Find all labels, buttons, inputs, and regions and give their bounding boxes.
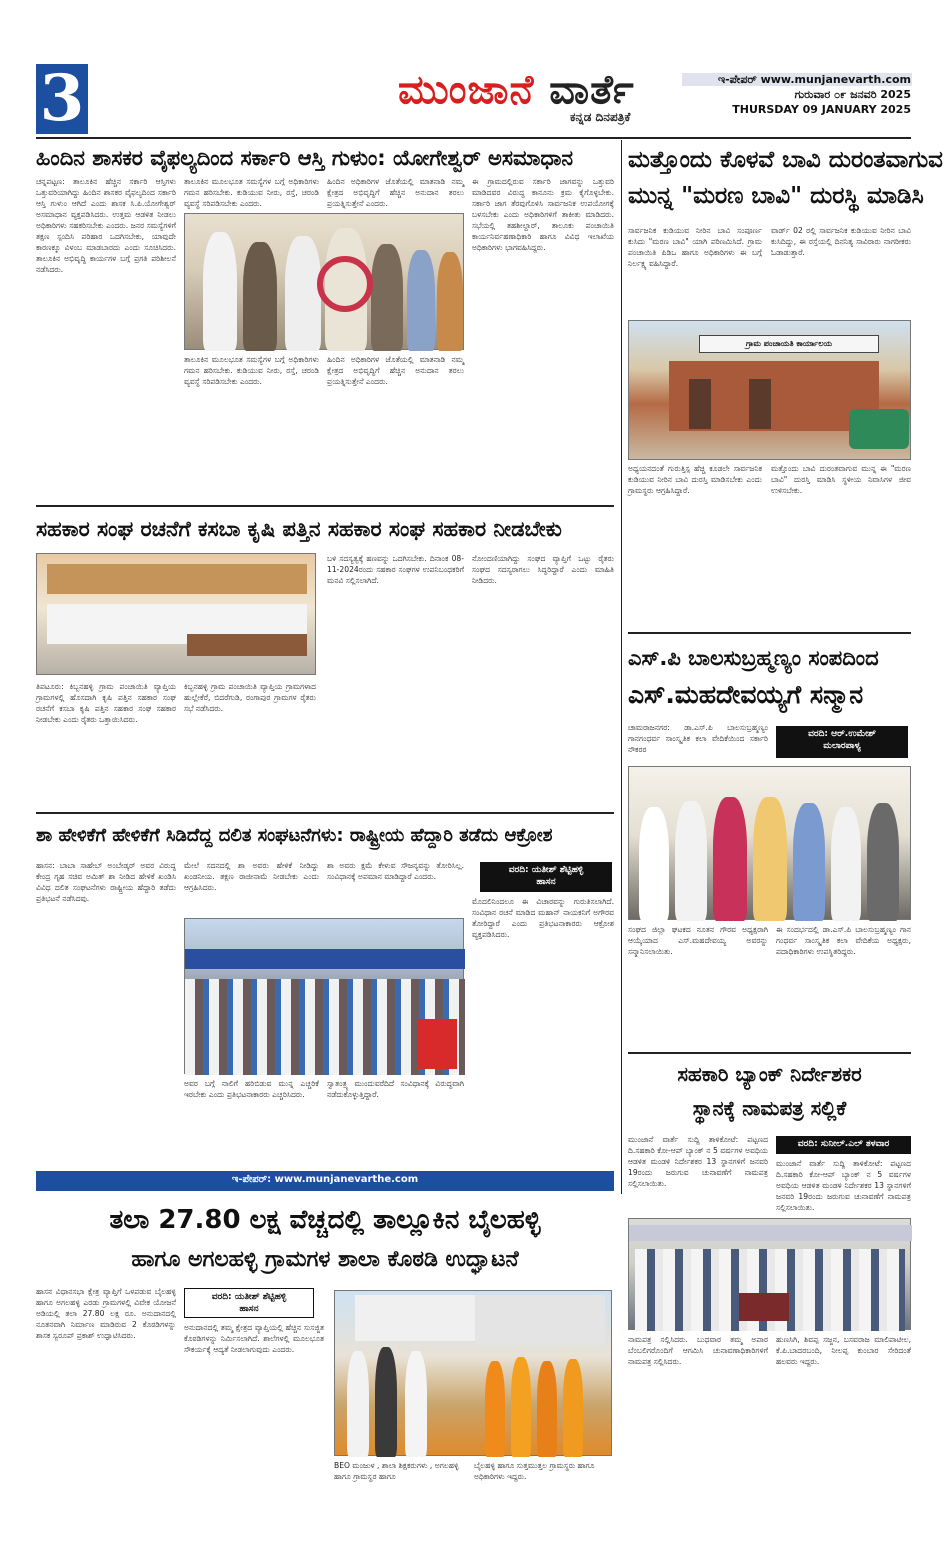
section-divider	[36, 505, 614, 507]
ceiling	[629, 1225, 912, 1241]
section-divider	[36, 812, 614, 814]
masthead-title	[398, 68, 668, 112]
masthead-title-part1: ಮುಂಜಾನೆ	[398, 66, 535, 113]
school-credit	[184, 1288, 314, 1318]
date-kannada: ಗುರುವಾರ ೦೯ ಜನವರಿ 2025	[794, 88, 911, 101]
masthead-title-part2: ವಾರ್ತೆ	[549, 66, 635, 113]
well-caption2: ಮತ್ತೊಂದು ಬಾವಿ ದುರಂತವಾಗುವ ಮುನ್ನ ಈ "ಮರಣ ಬಾವಿ" ದುರಸ್ತಿ ಮಾಡಿಸಿ ಸ್ಥಳೀಯ ನಿವಾಸಿಗಳ ಜೀವ ಉಳಿಸಬೇಕು.	[771, 464, 911, 495]
hall-wall	[47, 564, 307, 594]
yogeshwar-col2: ತಾಲೂಕಿನ ಮೂಲಭೂತ ಸಮಸ್ಯೆಗಳ ಬಗ್ಗೆ ಅಧಿಕಾರಿಗಳು ಗಮನ ಹರಿಸಬೇಕು. ಕುಡಿಯುವ ನೀರು, ರಸ್ತೆ, ಚರಂಡಿ ವ್ಯವಸ್ಥೆ ಸರಿಪಡಿಸಬೇಕು ಎಂದರು.	[184, 177, 319, 208]
dalit-col2: ಮೇಲೆ ಸದನದಲ್ಲಿ ಶಾ ಅವರು ಹೇಳಿಕೆ ನೀಡಿದ್ದು ಖಂಡನೀಯ. ತಕ್ಷಣ ರಾಜೀನಾಮೆ ನೀಡಬೇಕು ಎಂದು ಆಗ್ರಹಿಸಿದರು.	[184, 861, 319, 892]
yogeshwar-headline: ಹಿಂದಿನ ಶಾಸಕರ ವೈಫಲ್ಯದಿಂದ ಸರ್ಕಾರಿ ಆಸ್ತಿ ಗುಳುಂ: ಯೋಗೇಶ್ವರ್ ಅಸಮಾಧಾನ	[36, 146, 574, 170]
cooperative-photo	[36, 553, 316, 675]
cooperative-col3: ಬಳಿ ಸದಸ್ಯತ್ವಕ್ಕೆ ಹಣವನ್ನು ಒದಗಿಸಬೇಕು. ದಿನಾಂಕ 08-11-2024ರಂದು ಸಹಕಾರ ಸಂಘಗಳ ಉಪನಿಬಂಧಕರಿಗೆ ಮನವಿ ಸಲ್ಲಿಸಲಾಗಿದೆ.	[327, 554, 464, 585]
school-photo	[334, 1290, 612, 1456]
person-figure	[437, 252, 463, 351]
school-building	[355, 1295, 475, 1341]
bank-col2: ನಾಮಪತ್ರ ಸಲ್ಲಿಸಿದರು. ಬುಧವಾರ ತಮ್ಮ ಅಪಾರ ಬೆಂಬಲಿಗರೊಂದಿಗೆ ಆಗಮಿಸಿ ಚುನಾವಣಾಧಿಕಾರಿಗಳಿಗೆ ನಾಮಪತ್ರ ಸಲ್ಲಿಸಿದರು.	[628, 1335, 768, 1366]
yogeshwar-col1: ಚನ್ನಪಟ್ಟಣ: ತಾಲೂಕಿನ ಹೆಚ್ಚಿನ ಸರ್ಕಾರಿ ಆಸ್ತಿಗಳು ಒತ್ತುವರಿಯಾಗಿದ್ದು ಹಿಂದಿನ ಶಾಸಕರ ವೈಫಲ್ಯದಿಂದ ಸರ್ಕಾರಿ ಆಸ್ತಿ ಗುಳುಂ ಆಗಿದೆ ಎಂದು ಶಾಸಕ ಸಿ.ಪಿ.ಯೋಗೇಶ್ವರ್ ಅಸಮಾಧಾನ ವ್ಯಕ್ತಪಡಿಸಿದರು. ಉತ್ತಮ ಆಡಳಿತ ನೀಡಲು ಅಧಿಕಾರಿಗಳು ಸಹಕರಿಸಬೇಕು ಎಂದರು. ಜನರ ಸಮಸ್ಯೆಗಳಿಗೆ ತಕ್ಷಣ ಸ್ಪಂದಿಸಿ ಪರಿಹಾರ ಒದಗಿಸಬೇಕು, ಯಾವುದೇ ಕಾರಣಕ್ಕೂ ವಿಳಂಬ ಮಾಡಬಾರದು ಎಂದು ಸೂಚಿಸಿದರು. ತಾಲೂಕಿನ ಅಭಿವೃದ್ಧಿ ಕಾರ್ಯಗಳ ಬಗ್ಗೆ ಪ್ರಗತಿ ಪರಿಶೀಲನೆ ನಡೆಸಿದರು.	[36, 177, 176, 274]
student-figure	[537, 1361, 557, 1457]
person-figure	[753, 797, 787, 921]
well-col2: ವಾರ್ಡ್ 02 ರಲ್ಲಿ ಸಾರ್ವಜನಿಕ ಕುಡಿಯುವ ನೀರಿನ ಬಾವಿ ಕುಸಿದಿದ್ದು, ಈ ರಸ್ತೆಯಲ್ಲಿ ದಿನನಿತ್ಯ ಸಾವಿರಾರು ನಾಗರೀಕರು ಓಡಾಡುತ್ತಾರೆ.	[771, 226, 911, 257]
person-figure	[203, 232, 237, 351]
sp-balu-headline-line2: ಎಸ್.ಮಹದೇವಯ್ಯಗೆ ಸನ್ಮಾನ	[628, 680, 864, 709]
person-figure	[347, 1351, 369, 1457]
school-credit-place: ಹಾಸನ	[239, 1304, 259, 1314]
dalit-caption: ಅವರ ಬಗ್ಗೆ ನಾಲಿಗೆ ಹರಿಬಿಡುವ ಮುನ್ನ ಎಚ್ಚರಿಕೆ ಇರಬೇಕು ಎಂದು ಪ್ರತಿಭಟನಾಕಾರರು ಎಚ್ಚರಿಸಿದರು.	[184, 1079, 319, 1099]
door-icon	[749, 379, 771, 429]
person-figure	[407, 250, 435, 351]
sp-balu-credit-name: ವರದಿ: ಆರ್.ಉಮೇಶ್	[808, 729, 876, 739]
cooperative-headline: ಸಹಕಾರ ಸಂಘ ರಚನೆಗೆ ಕಸಬಾ ಕೃಷಿ ಪತ್ತಿನ ಸಹಕಾರ ಸಂಘ ಸಹಕಾರ ನೀಡಬೇಕು	[36, 517, 562, 541]
table-icon	[739, 1293, 789, 1321]
school-headline-line1: ತಲಾ 27.80 ಲಕ್ಷ ವೆಚ್ಚದಲ್ಲಿ ತಾಲ್ಲೂಕಿನ ಬೈಲಹಳ್ಳಿ	[109, 1205, 541, 1235]
person-figure	[675, 801, 707, 921]
person-figure	[793, 803, 825, 921]
sp-balu-headline-line1: ಎಸ್.ಪಿ ಬಾಲಸುಬ್ರಹ್ಮಣ್ಯಂ ಸಂಪದಿಂದ	[628, 646, 879, 670]
school-headline-line2: ಹಾಗೂ ಅಗಲಹಳ್ಳಿ ಗ್ರಾಮಗಳ ಶಾಲಾ ಕೊಠಡಿ ಉದ್ಘಾಟನೆ	[131, 1247, 519, 1272]
cooperative-col1: ತಿಪಟೂರು: ಕಿಬ್ಬನಹಳ್ಳಿ ಗ್ರಾಮ ಪಂಚಾಯಿತಿ ವ್ಯಾಪ್ತಿಯ ಗ್ರಾಮಗಳಲ್ಲಿ ಹೊಸದಾಗಿ ಕೃಷಿ ಪತ್ತಿನ ಸಹಕಾರ ಸಂಘ ರಚನೆಗೆ ಕಸಬಾ ಕೃಷಿ ಪತ್ತಿನ ಸಹಕಾರ ಸಂಘ ಸಹಕಾರ ನೀಡಬೇಕು ಎಂದು ರೈತರು ಒತ್ತಾಯಿಸಿದರು.	[36, 682, 176, 724]
date-english: THURSDAY 09 JANUARY 2025	[732, 103, 911, 116]
person-figure	[867, 803, 899, 921]
bank-col1b: ಮುಂಜಾನೆ ವಾರ್ತೆ ಸುದ್ದಿ ತಾಳಿಕೋಟೆ: ಪಟ್ಟಣದ ದಿ.ಸಹಕಾರಿ ಕೋ-ಆಪ್ ಬ್ಯಾಂಕ್ ನ 5 ವರ್ಷಗಳ ಅವಧಿಯ ಆಡಳಿತ ಮಂಡಳಿ ನಿರ್ದೇಶಕರ 13 ಸ್ಥಾನಗಳಿಗೆ ಜನವರಿ 19ರಂದು ಜರುಗುವ ಚುನಾವಣೆಗೆ ನಾಮಪತ್ರ ಸಲ್ಲಿಸಲಾಯಿತು.	[776, 1159, 911, 1212]
cooperative-col4: ನೋಂದಣಿಯಾಗಿದ್ದು ಸಂಘದ ವ್ಯಾಪ್ತಿಗೆ ಒಟ್ಟು ರೈತರು ಸಂಘದ ಸದಸ್ಯರಾಗಲು ಸಿದ್ಧರಿದ್ದಾರೆ ಎಂದು ಮಾಹಿತಿ ನೀಡಿದರು.	[472, 554, 614, 585]
student-figure	[563, 1359, 583, 1457]
cooperative-col2: ಕಿಬ್ಬನಹಳ್ಳಿ ಗ್ರಾಮ ಪಂಚಾಯಿತಿ ವ್ಯಾಪ್ತಿಯ ಗ್ರಾಮಗಳಾದ ಹುಲ್ಲೇಕೆರೆ, ಬಿದರೆಗುಡಿ, ರಂಗಾಪುರ ಗ್ರಾಮಗಳ ರೈತರು ಸಭೆ ನಡೆಸಿದರು.	[184, 682, 316, 713]
dalit-headline: ಶಾ ಹೇಳಿಕೆಗೆ ಹೇಳಿಕೆಗೆ ಸಿಡಿದೆದ್ದ ದಲಿತ ಸಂಘಟನೆಗಳು: ರಾಷ್ಟ್ರೀಯ ಹೆದ್ದಾರಿ ತಡೆದು ಆಕ್ರೋಶ	[36, 825, 553, 846]
yogeshwar-photo	[184, 213, 464, 350]
school-building	[475, 1295, 605, 1345]
sp-balu-col1: ಚಾಮರಾಜನಗರ: ಡಾ.ಎಸ್.ಪಿ ಬಾಲಸುಬ್ರಹ್ಮಣ್ಯಂ ಗಾನಗಂಧರ್ವ ಸಾಂಸ್ಕೃತಿಕ ಕಲಾ ವೇದಿಕೆಯಿಂದ ಸರ್ಕಾರಿ ನೌಕರರ	[628, 723, 768, 754]
person-figure	[243, 242, 277, 351]
sp-balu-col3: ಈ ಸಂದರ್ಭದಲ್ಲಿ ಡಾ.ಎಸ್.ಪಿ ಬಾಲಸುಬ್ರಹ್ಮಣ್ಯಂ ಗಾನ ಗಂಧರ್ವ ಸಾಂಸ್ಕೃತಿಕ ಕಲಾ ವೇದಿಕೆಯ ಅಧ್ಯಕ್ಷರು, ಪದಾಧಿಕಾರಿಗಳು ಉಪಸ್ಥಿತರಿದ್ದರು.	[776, 925, 911, 956]
epaper-banner[interactable]: ಇ-ಪೇಪರ್: www.munjanevarthe.com	[36, 1171, 614, 1191]
person-figure	[639, 807, 669, 921]
well-photo	[628, 320, 911, 460]
dalit-credit	[480, 862, 612, 892]
dalit-col1: ಹಾಸನ: ಬಾಬಾ ಸಾಹೇಬ್ ಅಂಬೇಡ್ಕರ್ ಅವರ ವಿರುದ್ಧ ಕೇಂದ್ರ ಗೃಹ ಸಚಿವ ಅಮಿತ್ ಶಾ ನೀಡಿದ ಹೇಳಿಕೆ ಖಂಡಿಸಿ ವಿವಿಧ ದಲಿತ ಸಂಘಟನೆಗಳು ರಾಷ್ಟ್ರೀಯ ಹೆದ್ದಾರಿ ತಡೆದು ಪ್ರತಿಭಟನೆ ನಡೆಸಿದವು.	[36, 861, 176, 903]
table-icon	[187, 634, 307, 656]
dalit-col3: ಶಾ ಅವರು ಕ್ಷಮೆ ಕೇಳುವ ಸೌಜನ್ಯವನ್ನು ತೋರಿಸಿಲ್ಲ. ಸಂವಿಧಾನಕ್ಕೆ ಅಪಮಾನ ಮಾಡಿದ್ದಾರೆ ಎಂದರು.	[327, 861, 464, 881]
bank-col3: ಹುಣಸಿಗಿ, ಶಿವಪ್ಪ ಸಜ್ಜನ, ಬಸವರಾಜ ಮಾಲಿಪಾಟೀಲ, ಕೆ.ಪಿ.ಬಾದರಬಂದಿ, ನೀಲಪ್ಪ ಕುಂಬಾರ ಸೇರಿದಂತೆ ಹಲವರು ಇದ್ದರು.	[776, 1335, 911, 1366]
bank-headline-line2: ಸ್ಥಾನಕ್ಕೆ ನಾಮಪತ್ರ ಸಲ್ಲಿಕೆ	[692, 1096, 847, 1120]
person-figure	[285, 236, 321, 351]
school-credit-name: ವರದಿ: ಯತೀಶ್ ಶೆಟ್ಟಿಹಳ್ಳಿ	[211, 1292, 287, 1302]
bank-photo	[628, 1218, 911, 1330]
well-col1: ಸಾರ್ವಜನಿಕ ಕುಡಿಯುವ ನೀರಿನ ಬಾವಿ ಸಂಪೂರ್ಣ ಕುಸಿದು "ಮರಣ ಬಾವಿ" ಯಾಗಿ ಪರಿಣಮಿಸಿದೆ. ಗ್ರಾಮ ಪಂಚಾಯಿತಿ ಪಿಡಿಒ ಹಾಗೂ ಅಧಿಕಾರಿಗಳು ಈ ಬಗ್ಗೆ ನಿರ್ಲಕ್ಷ್ಯ ವಹಿಸಿದ್ದಾರೆ.	[628, 226, 762, 268]
school-col2: ಅನುದಾನದಲ್ಲಿ ತಮ್ಮ ಕ್ಷೇತ್ರದ ವ್ಯಾಪ್ತಿಯಲ್ಲಿ ಹೆಚ್ಚಿನ ಸುಸಜ್ಜಿತ ಕೊಠಡಿಗಳನ್ನು ನಿರ್ಮಿಸಲಾಗಿದೆ. ಶಾಲೆಗಳಲ್ಲಿ ಮೂಲಭೂತ ಸೌಕರ್ಯಕ್ಕೆ ಆದ್ಯತೆ ನೀಡಲಾಗುವುದು ಎಂದರು.	[184, 1323, 324, 1354]
person-figure	[405, 1351, 427, 1457]
person-figure	[831, 807, 861, 921]
well-headline-line2: ಮುನ್ನ "ಮರಣ ಬಾವಿ" ದುರಸ್ಥಿ ಮಾಡಿಸಿ	[628, 183, 924, 209]
person-figure	[375, 1347, 397, 1457]
well-caption1: ಅಧ್ಯಯನದಂತೆ ಗುರುತ್ತಿಸ್ಪ ಹೆಚ್ಚಿ ಕೂಡಲೇ ಸಾರ್ವಜನಿಕ ಕುಡಿಯುವ ನೀರಿನ ಬಾವಿ ದುರಸ್ತಿ ಮಾಡಿಸಬೇಕು ಎಂದು ಗ್ರಾಮಸ್ಥರು ಆಗ್ರಹಿಸಿದ್ದಾರೆ.	[628, 464, 762, 495]
yogeshwar-col3b: ಹಿಂದಿನ ಅಧಿಕಾರಿಗಳ ಜೊತೆಯಲ್ಲಿ ಮಾತನಾಡಿ ನಮ್ಮ ಕ್ಷೇತ್ರದ ಅಭಿವೃದ್ಧಿಗೆ ಹೆಚ್ಚಿನ ಅನುದಾನ ತರಲು ಪ್ರಯತ್ನಿಸುತ್ತೇನೆ ಎಂದರು.	[327, 355, 464, 386]
section-divider	[628, 632, 911, 634]
bank-credit: ವರದಿ: ಸುನೀಲ್.ಎಲ್ ತಳವಾರ	[776, 1136, 911, 1154]
dalit-col4: ಮೊದಲಿನಿಂದಲೂ ಈ ವಿಚಾರವನ್ನು ಗುರುತಿಸಲಾಗಿದೆ. ಸಂವಿಧಾನ ರಚನೆ ಮಾಡಿದ ಮಹಾನ್ ನಾಯಕನಿಗೆ ಅಗೌರವ ತೋರಿದ್ದಾರೆ ಎಂದು ಪ್ರತಿಭಟನಾಕಾರರು ಆಕ್ರೋಶ ವ್ಯಕ್ತಪಡಿಸಿದರು.	[472, 897, 614, 939]
blue-flags	[185, 949, 465, 969]
masthead-divider	[36, 137, 911, 139]
school-caption1: BEO ಮಂಜುಳ , ಶಾಲಾ ಶಿಕ್ಷಕರುಗಳು , ಅಗಲಹಳ್ಳಿ ಹಾಗೂ ಗ್ರಾಮಸ್ಥರ ಹಾಗೂ	[334, 1461, 459, 1481]
door-icon	[689, 379, 711, 429]
school-col1: ಹಾಸನ ವಿಧಾನಸಭಾ ಕ್ಷೇತ್ರ ವ್ಯಾಪ್ತಿಗೆ ಒಳಪಡುವ ಬೈಲಹಳ್ಳಿ ಹಾಗೂ ಅಗಲಹಳ್ಳಿ ಎರಡು ಗ್ರಾಮಗಳಲ್ಲಿ ವಿವೇಕ ಯೋಜನೆ ಅಡಿಯಲ್ಲಿ ತಲಾ 27.80 ಲಕ್ಷ ರೂ. ಅನುದಾನದಲ್ಲಿ ನೂತನವಾಗಿ ನಿರ್ಮಾಣ ಮಾಡಿರುವ 2 ಕೊಠಡಿಗಳನ್ನು ಶಾಸಕ ಸ್ವರೂಪ್ ಪ್ರಕಾಶ್ ಉದ್ಘಾಟಿಸಿದರು.	[36, 1287, 176, 1340]
yogeshwar-col3: ಹಿಂದಿನ ಅಧಿಕಾರಿಗಳ ಜೊತೆಯಲ್ಲಿ ಮಾತನಾಡಿ ನಮ್ಮ ಕ್ಷೇತ್ರದ ಅಭಿವೃದ್ಧಿಗೆ ಹೆಚ್ಚಿನ ಅನುದಾನ ತರಲು ಪ್ರಯತ್ನಿಸುತ್ತೇನೆ ಎಂದರು.	[327, 177, 464, 208]
garland-icon	[317, 256, 373, 312]
well-headline-line1: ಮತ್ತೊಂದು ಕೊಳವೆ ಬಾವಿ ದುರಂತವಾಗುವ	[628, 147, 943, 173]
masthead-tagline: ಕನ್ನಡ ದಿನಪತ್ರಿಕೆ	[570, 110, 631, 124]
bank-col1: ಮುಂಜಾನೆ ವಾರ್ತೆ ಸುದ್ದಿ ತಾಳಿಕೋಟೆ: ಪಟ್ಟಣದ ದಿ.ಸಹಕಾರಿ ಕೋ-ಆಪ್ ಬ್ಯಾಂಕ್ ನ 5 ವರ್ಷಗಳ ಅವಧಿಯ ಆಡಳಿತ ಮಂಡಳಿ ನಿರ್ದೇಶಕರ 13 ಸ್ಥಾನಗಳಿಗೆ ಜನವರಿ 19ರಂದು ಜರುಗುವ ಚುನಾವಣೆಗೆ ನಾಮಪತ್ರ ಸಲ್ಲಿಸಲಾಯಿತು.	[628, 1135, 768, 1188]
dalit-caption2: ಸ್ವಾತಂತ್ರ್ಯ ಮುಂದುವರೆದಿದೆ ಸಂವಿಧಾನಕ್ಕೆ ವಿರುದ್ಧವಾಗಿ ನಡೆದುಕೊಳ್ಳುತ್ತಿದ್ದಾರೆ.	[327, 1079, 464, 1099]
student-figure	[485, 1361, 505, 1457]
column-divider	[621, 140, 622, 1194]
sp-balu-col2: ಸಂಘದ ಜಿಲ್ಲಾ ಘಟಕದ ನೂತನ ಗೌರವ ಅಧ್ಯಕ್ಷರಾಗಿ ಆಯ್ಕೆಯಾದ ಎಸ್.ಮಹದೇವಯ್ಯ ಅವರನ್ನು ಸನ್ಮಾನಿಸಲಾಯಿತು.	[628, 925, 768, 956]
school-caption2: ಬೈಲಹಳ್ಳಿ ಹಾಗೂ ಸುತ್ತಮುತ್ತಲ ಗ್ರಾಮಸ್ಥರು ಹಾಗೂ ಅಧಿಕಾರಿಗಳು ಇದ್ದರು.	[474, 1461, 595, 1481]
person-figure	[371, 244, 403, 351]
dalit-credit-place: ಹಾಸನ	[536, 877, 556, 887]
website-link[interactable]: ಇ-ಪೇಪರ್ www.munjanevarth.com	[717, 73, 911, 86]
student-figure	[511, 1357, 531, 1457]
sp-balu-credit-place: ಮಲಾರಪಾಳ್ಯ	[823, 741, 861, 751]
yogeshwar-col2b: ತಾಲೂಕಿನ ಮೂಲಭೂತ ಸಮಸ್ಯೆಗಳ ಬಗ್ಗೆ ಅಧಿಕಾರಿಗಳು ಗಮನ ಹರಿಸಬೇಕು. ಕುಡಿಯುವ ನೀರು, ರಸ್ತೆ, ಚರಂಡಿ ವ್ಯವಸ್ಥೆ ಸರಿಪಡಿಸಬೇಕು ಎಂದರು.	[184, 355, 319, 386]
building-sign: ಗ್ರಾಮ ಪಂಚಾಯತಿ ಕಾರ್ಯಾಲಯ	[699, 335, 879, 353]
section-divider	[628, 1052, 911, 1054]
person-figure	[713, 797, 747, 921]
truck-icon	[849, 409, 909, 449]
red-banner	[417, 1019, 457, 1069]
dalit-photo	[184, 918, 464, 1074]
sp-balu-credit	[776, 726, 908, 758]
sp-balu-photo	[628, 766, 911, 920]
page-number: 3	[36, 64, 88, 134]
bank-headline-line1: ಸಹಕಾರಿ ಬ್ಯಾಂಕ್ ನಿರ್ದೇಶಕರ	[677, 1062, 862, 1086]
dalit-credit-name: ವರದಿ: ಯತೀಶ್ ಶೆಟ್ಟಿಹಳ್ಳಿ	[508, 865, 584, 875]
yogeshwar-col4: ಈ ಗ್ರಾಮದಲ್ಲಿರುವ ಸರ್ಕಾರಿ ಜಾಗವನ್ನು ಒತ್ತುವರಿ ಮಾಡಿದವರ ವಿರುದ್ಧ ಕಾನೂನು ಕ್ರಮ ಕೈಗೊಳ್ಳಬೇಕು. ಸರ್ಕಾರಿ ಜಾಗ ತೆರವುಗೊಳಿಸಿ ಸಾರ್ವಜನಿಕ ಉಪಯೋಗಕ್ಕೆ ಬಳಸಬೇಕು ಎಂದು ಅಧಿಕಾರಿಗಳಿಗೆ ತಾಕೀತು ಮಾಡಿದರು. ಸಭೆಯಲ್ಲಿ ತಹಶೀಲ್ದಾರ್, ತಾಲೂಕು ಪಂಚಾಯಿತಿ ಕಾರ್ಯನಿರ್ವಹಣಾಧಿಕಾರಿ ಹಾಗೂ ವಿವಿಧ ಇಲಾಖೆಯ ಅಧಿಕಾರಿಗಳು ಭಾಗವಹಿಸಿದ್ದರು.	[472, 177, 614, 252]
